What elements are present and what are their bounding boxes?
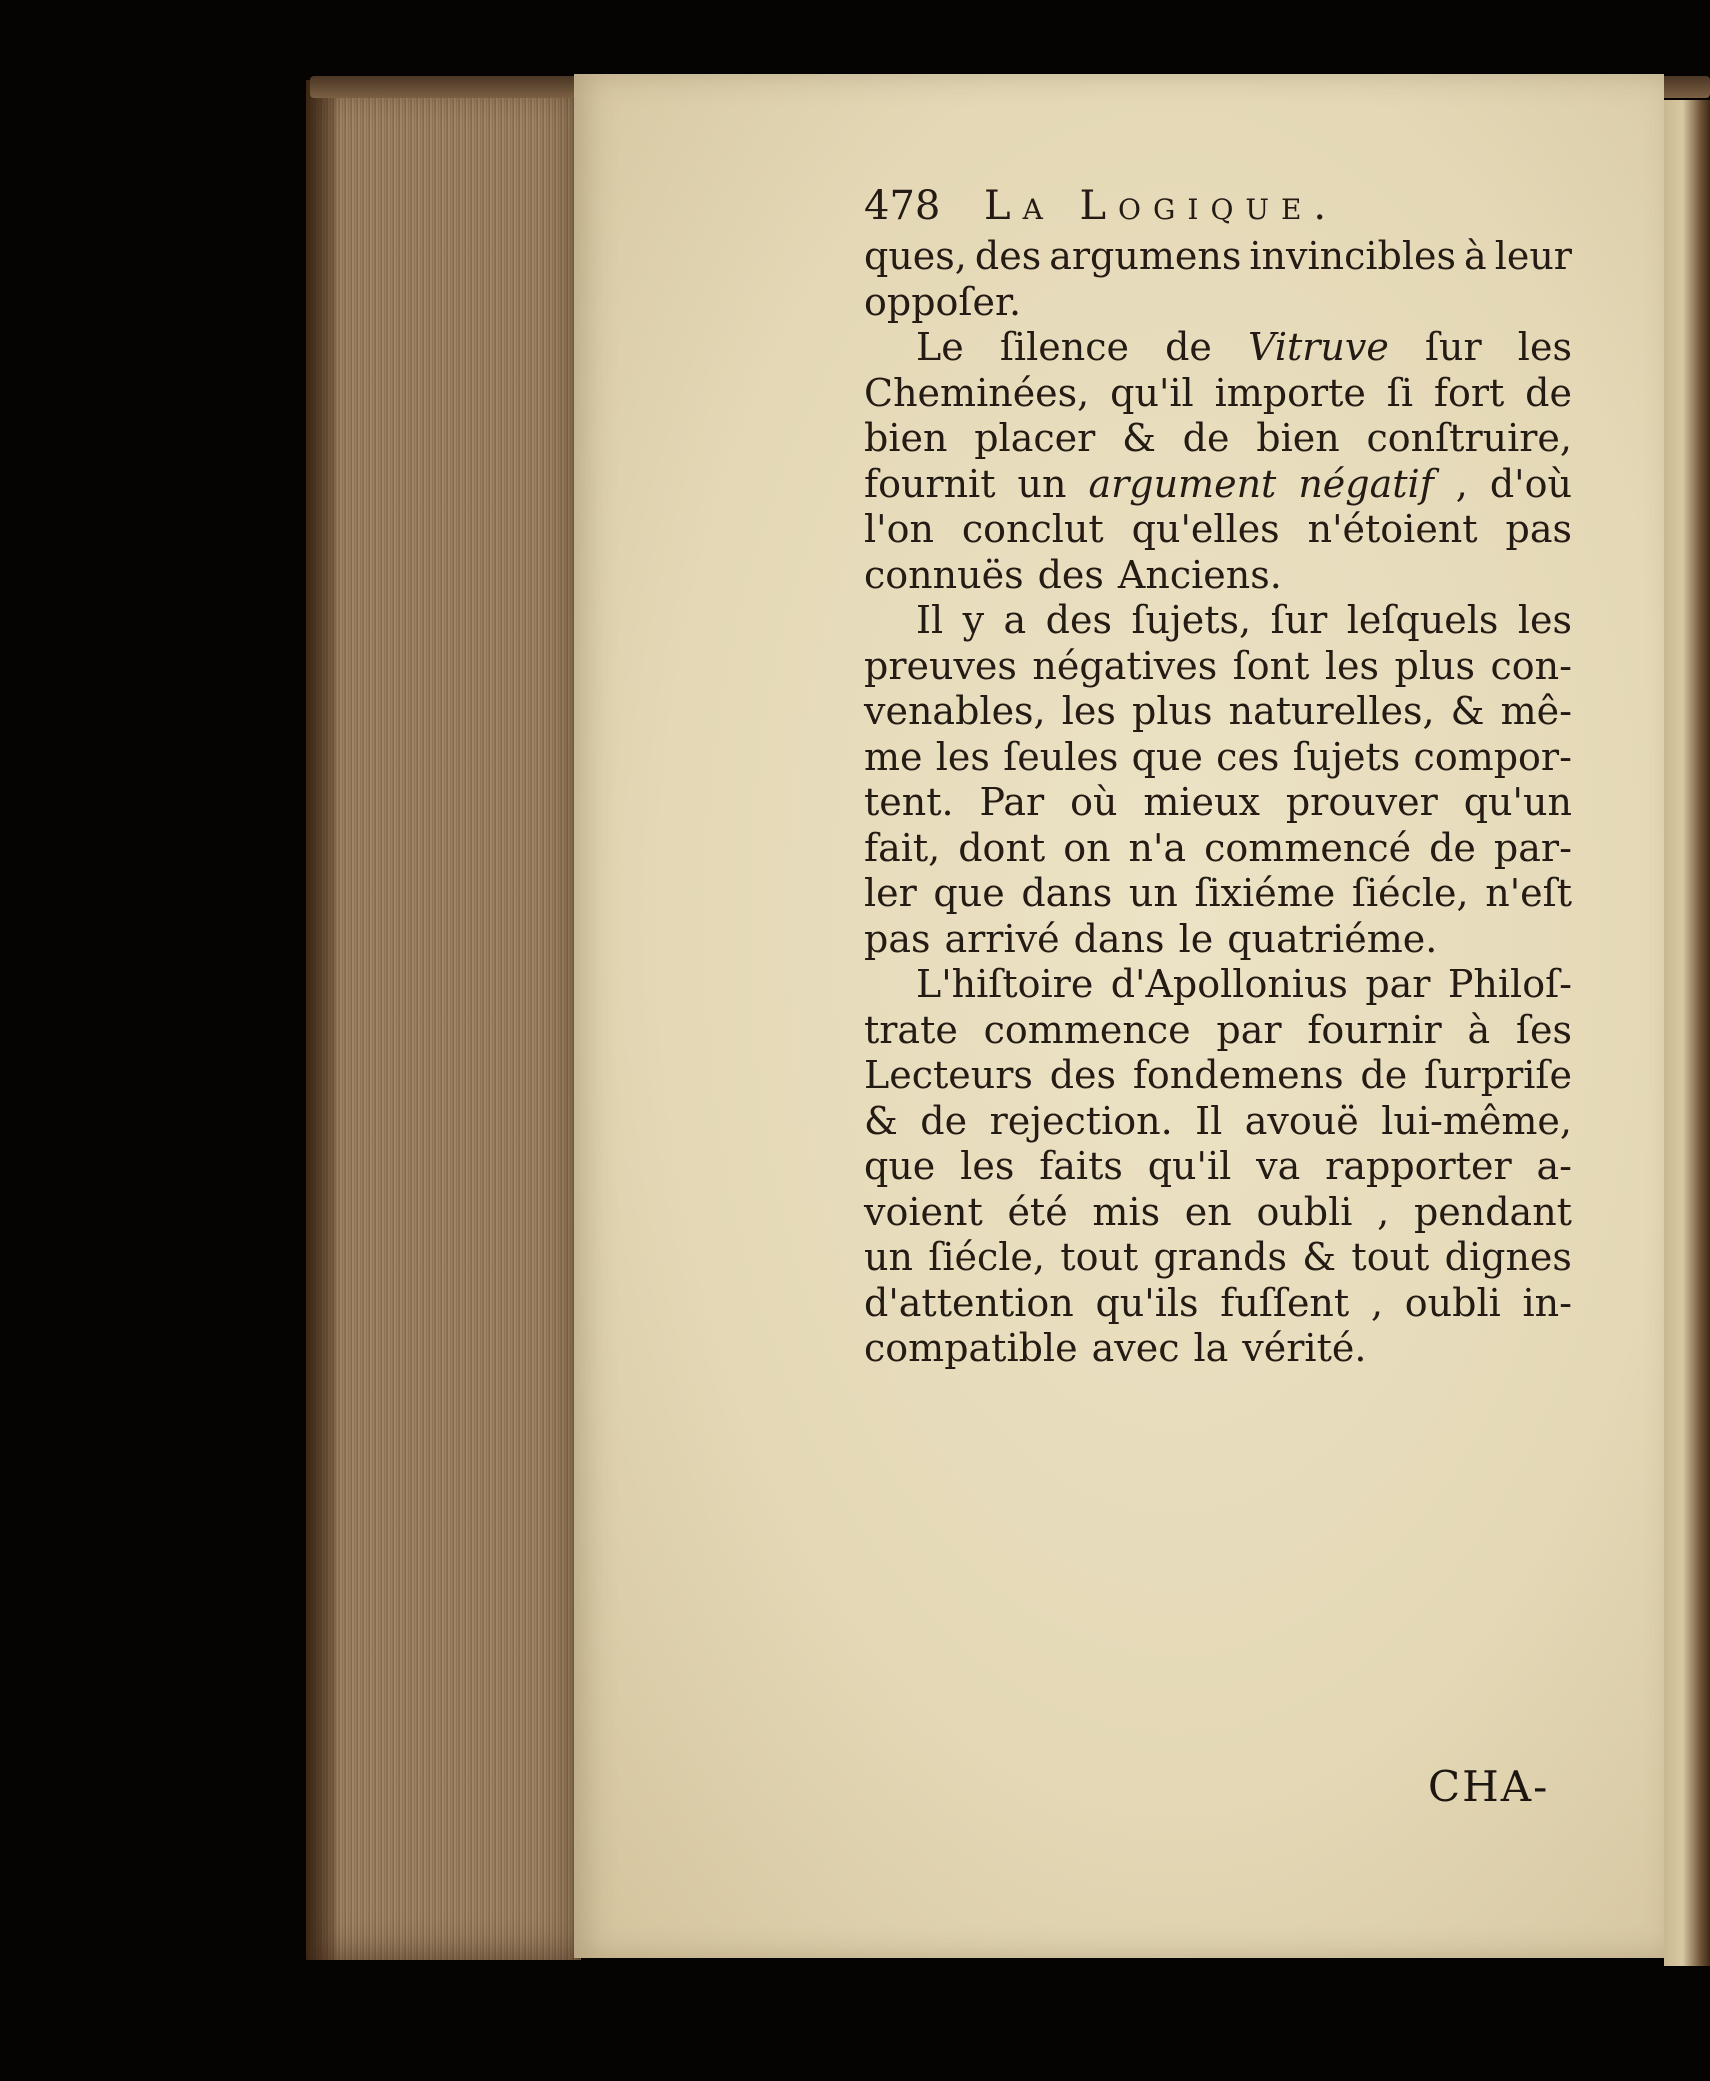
- word: ſilence: [999, 325, 1129, 369]
- word: tout: [1351, 1235, 1430, 1279]
- word: fait,: [864, 825, 941, 870]
- word: compatible: [864, 1326, 1078, 1370]
- word: invincibles: [1249, 234, 1456, 278]
- word: fort: [1433, 370, 1505, 415]
- text-line: [864, 1281, 1572, 1327]
- word: L'hiſtoire: [916, 962, 1094, 1006]
- text-line: [864, 735, 1572, 781]
- word: argumens: [1049, 234, 1242, 278]
- word: pas: [864, 916, 931, 961]
- page-edges: [306, 80, 581, 1960]
- word: ,: [1377, 1189, 1390, 1234]
- word: rapporter: [1325, 1144, 1512, 1188]
- word: d'Apollonius: [1110, 962, 1348, 1006]
- running-head: La Logique.: [984, 183, 1339, 229]
- word: conclut: [961, 507, 1104, 551]
- word: ſurpriſe: [1424, 1053, 1572, 1097]
- word: négatif: [1298, 461, 1434, 506]
- word: plus: [1132, 689, 1213, 733]
- word: les: [935, 734, 990, 779]
- word: des: [1049, 1053, 1117, 1097]
- word: connuës: [864, 552, 1024, 597]
- word: ſur: [1270, 598, 1328, 642]
- word: faits: [1039, 1144, 1123, 1188]
- word: qu'il: [1110, 370, 1194, 415]
- word: in-: [1522, 1280, 1572, 1325]
- word: venables,: [864, 689, 1046, 733]
- text-line: [864, 553, 1572, 599]
- word: oubli: [1256, 1189, 1353, 1234]
- word: con-: [1490, 643, 1572, 688]
- word: Philoſ-: [1447, 962, 1572, 1006]
- word: de: [1360, 1053, 1408, 1097]
- word: oppoſer.: [864, 279, 1022, 324]
- word: y: [962, 598, 985, 642]
- word: Vitruve: [1248, 325, 1389, 369]
- text-line: [864, 826, 1572, 872]
- word: dignes: [1444, 1235, 1572, 1279]
- word: argument: [1088, 461, 1277, 506]
- word: par: [1365, 962, 1431, 1006]
- word: qu'ils: [1095, 1280, 1199, 1325]
- text-line: [864, 1053, 1572, 1099]
- word: naturelles,: [1228, 689, 1435, 733]
- word: par: [1216, 1007, 1282, 1052]
- text-block: [864, 184, 1572, 1372]
- word: Anciens.: [1117, 552, 1282, 597]
- word: un: [864, 1235, 913, 1279]
- catchword: CHA-: [1428, 1762, 1550, 1811]
- word: le: [1178, 916, 1214, 961]
- word: leſquels: [1346, 598, 1499, 642]
- word: les: [1517, 325, 1572, 369]
- word: dont: [958, 825, 1046, 870]
- word: que: [933, 871, 1005, 915]
- word: les: [1061, 689, 1116, 733]
- word: qu'il: [1147, 1144, 1232, 1188]
- word: fondemens: [1132, 1053, 1344, 1097]
- word: ,: [1370, 1280, 1384, 1325]
- text-line: [864, 689, 1572, 735]
- text-line: [864, 280, 1572, 326]
- text-line: [864, 325, 1572, 371]
- word: ſont: [1232, 643, 1310, 688]
- word: ſujets: [1292, 734, 1401, 779]
- word: en: [1184, 1189, 1232, 1234]
- word: à: [1467, 1007, 1491, 1052]
- word: placer: [974, 416, 1096, 460]
- word: ſixiéme: [1194, 871, 1336, 915]
- word: Le: [916, 325, 964, 369]
- word: preuves: [864, 643, 1017, 688]
- text-line: [864, 1144, 1572, 1190]
- word: ſi: [1386, 370, 1413, 415]
- word: de: [920, 1098, 968, 1143]
- word: tent.: [864, 780, 954, 824]
- page-number: 478: [864, 183, 941, 229]
- word: de: [1429, 825, 1476, 870]
- word: commencé: [1204, 825, 1412, 870]
- word: n'étoient: [1307, 507, 1478, 551]
- word: des: [1045, 598, 1112, 642]
- text-line: [864, 371, 1572, 417]
- word: qu'elles: [1131, 507, 1280, 551]
- word: leur: [1494, 234, 1572, 278]
- word: n'a: [1128, 825, 1187, 870]
- word: un: [1017, 461, 1067, 506]
- word: Par: [979, 780, 1045, 824]
- word: conſtruire,: [1366, 416, 1572, 460]
- text-line: [864, 962, 1572, 1008]
- word: ſujets,: [1131, 598, 1252, 642]
- word: avouë: [1244, 1098, 1359, 1143]
- word: dans: [1021, 871, 1113, 915]
- word: dans: [1073, 916, 1165, 961]
- word: fournit: [864, 461, 996, 506]
- word: ces: [1216, 734, 1280, 779]
- text-line: [864, 1235, 1572, 1281]
- word: voient: [864, 1189, 983, 1234]
- word: a-: [1536, 1144, 1572, 1188]
- word: plus: [1394, 643, 1475, 688]
- word: fournir: [1307, 1007, 1442, 1052]
- word: compor-: [1413, 734, 1572, 779]
- word: mê-: [1500, 689, 1572, 733]
- word: mieux: [1143, 780, 1260, 824]
- word: par-: [1493, 825, 1572, 870]
- word: des: [974, 234, 1042, 278]
- word: rejection.: [989, 1098, 1173, 1143]
- word: pas: [1505, 507, 1572, 551]
- word: fuſſent: [1220, 1280, 1350, 1325]
- word: la: [1193, 1326, 1229, 1370]
- word: prouver: [1285, 780, 1438, 824]
- word: d'attention: [864, 1280, 1074, 1325]
- word: n'eſt: [1485, 871, 1572, 915]
- text-line: [864, 416, 1572, 462]
- word: tout: [1060, 1235, 1139, 1279]
- word: Il: [1195, 1098, 1223, 1143]
- word: d'où: [1489, 461, 1572, 506]
- text-line: [864, 917, 1572, 963]
- text-line: [864, 871, 1572, 917]
- body-text: [864, 234, 1572, 1372]
- word: de: [1165, 325, 1212, 369]
- text-line: [864, 644, 1572, 690]
- word: bien: [864, 416, 948, 460]
- text-line: [864, 598, 1572, 644]
- word: lui-même,: [1381, 1098, 1572, 1143]
- word: à: [1464, 234, 1487, 278]
- word: quatriéme.: [1227, 916, 1438, 961]
- word: arrivé: [944, 916, 1060, 961]
- word: mis: [1092, 1189, 1161, 1234]
- text-line: [864, 462, 1572, 508]
- word: ,: [1455, 461, 1468, 506]
- word: que: [864, 1144, 936, 1188]
- word: les: [1517, 598, 1572, 642]
- word: les: [1324, 643, 1380, 688]
- word: importe: [1214, 370, 1366, 415]
- word: &: [1122, 416, 1156, 460]
- word: négatives: [1032, 643, 1218, 688]
- word: de: [1525, 370, 1572, 415]
- text-line: [864, 234, 1572, 280]
- word: va: [1256, 1144, 1301, 1188]
- word: &: [1450, 689, 1485, 733]
- word: commence: [983, 1007, 1191, 1052]
- text-line: [864, 507, 1572, 553]
- word: de: [1182, 416, 1230, 460]
- word: les: [960, 1144, 1015, 1188]
- word: oubli: [1404, 1280, 1501, 1325]
- word: l'on: [864, 507, 934, 551]
- word: des: [1037, 552, 1104, 597]
- word: ſiécle,: [928, 1235, 1045, 1279]
- word: où: [1070, 780, 1118, 824]
- word: ſur: [1424, 325, 1482, 369]
- word: ler: [864, 871, 917, 915]
- word: trate: [864, 1007, 958, 1052]
- word: ſes: [1515, 1007, 1572, 1052]
- word: me: [864, 734, 923, 779]
- word: a: [1003, 598, 1027, 642]
- word: on: [1063, 825, 1111, 870]
- word: un: [1128, 871, 1178, 915]
- word: bien: [1256, 416, 1340, 460]
- text-line: [864, 1326, 1572, 1372]
- text-line: [864, 1190, 1572, 1236]
- word: Il: [916, 598, 944, 642]
- word: ſiécle,: [1351, 871, 1469, 915]
- book-gutter-edge: [1664, 100, 1710, 1966]
- word: Lecteurs: [864, 1053, 1033, 1097]
- word: que: [1131, 734, 1203, 779]
- text-line: [864, 780, 1572, 826]
- word: ſeules: [1003, 734, 1119, 779]
- word: pendant: [1413, 1189, 1572, 1234]
- word: &: [1302, 1235, 1337, 1279]
- word: &: [864, 1098, 898, 1143]
- word: avec: [1091, 1326, 1180, 1370]
- word: ques,: [864, 234, 967, 278]
- word: Cheminées,: [864, 370, 1090, 415]
- word: qu'un: [1463, 780, 1572, 824]
- page-header: [864, 184, 1572, 234]
- text-line: [864, 1099, 1572, 1145]
- word: été: [1007, 1189, 1068, 1234]
- word: grands: [1153, 1235, 1287, 1279]
- word: vérité.: [1242, 1326, 1367, 1370]
- text-line: [864, 1008, 1572, 1054]
